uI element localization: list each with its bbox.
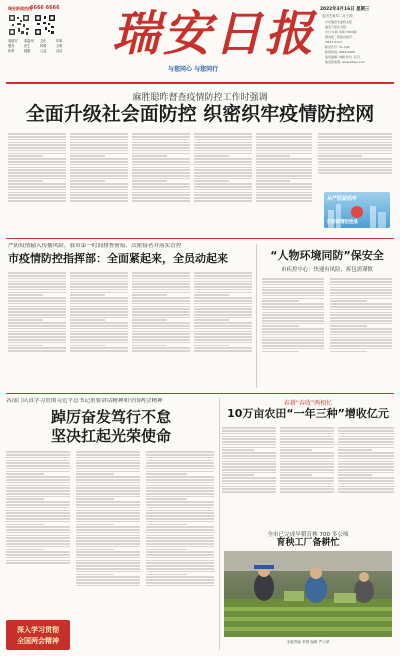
grid-item[interactable]: 看温州	[24, 39, 34, 43]
article-2-body-col	[70, 271, 128, 387]
qr-code-icon[interactable]	[8, 14, 30, 36]
section-divider	[6, 393, 394, 394]
left-grid	[8, 39, 70, 53]
article-3	[260, 241, 394, 391]
issue-line: 值班编辑: 林晓 校对: 张丹	[325, 55, 360, 59]
issue-line: 新闻热线: 6666 6666	[325, 50, 356, 54]
masthead-lunar: 农历壬寅年二月十四	[322, 14, 353, 18]
grid-item[interactable]: 文明	[56, 44, 63, 48]
sidebar-promo[interactable]	[324, 192, 390, 228]
masthead-left	[8, 6, 72, 78]
left-phone: 6666 6666	[30, 5, 60, 11]
article-1-body-col	[256, 132, 312, 232]
article-3-subtitle: 市疾控中心：快递有风险，拆包需谨慎	[281, 267, 373, 273]
grid-item[interactable]: 健康	[24, 49, 31, 53]
article-1-subtitle: 麻胜聪昨督查疫情防控工作时强调	[132, 93, 268, 103]
qr-code-icon-2[interactable]	[34, 14, 56, 36]
vertical-divider	[256, 244, 257, 388]
article-3-body-col	[330, 277, 392, 387]
article-1-body-col	[318, 132, 392, 192]
article-1-body-col	[70, 132, 128, 232]
masthead-divider	[6, 82, 394, 84]
grid-item[interactable]: 民生	[24, 44, 31, 48]
study-badge[interactable]	[6, 620, 70, 650]
masthead-date: 2022年3月16日 星期三	[320, 7, 370, 12]
grid-item[interactable]: 时事	[56, 39, 63, 43]
grid-item[interactable]: 看瑞安	[8, 39, 18, 43]
seedling-photo[interactable]	[224, 551, 392, 637]
article-1	[6, 88, 394, 236]
article-5-title: 10万亩农田“一年三种”增收亿元	[227, 407, 389, 420]
issue-line: 今日 8 版 本期 7000期	[325, 30, 357, 34]
left-badge: 瑞安新闻热线	[8, 6, 32, 11]
issue-line: 瑞安日报社出版	[325, 25, 347, 29]
masthead-title: 瑞安日报	[112, 6, 317, 62]
sidebar-sub: 打好疫情防控战	[327, 220, 358, 225]
issue-line: CN33-0123	[325, 40, 342, 44]
article-2-subtitle: 严防疫情输入传播风险，我市第一时间排查密接、次密接者并落实管控	[8, 243, 182, 249]
article-3-title: “人物环境同防”保安全	[270, 249, 384, 262]
grid-item[interactable]: 服务	[8, 44, 15, 48]
article-2-body-col	[8, 271, 66, 387]
nursery-scene-icon	[224, 551, 392, 637]
article-4-title-line1: 踔厉奋发笃行不怠	[50, 408, 171, 426]
issue-line: 中共瑞安市委机关报	[325, 20, 353, 24]
grid-item[interactable]: 文化	[40, 39, 47, 43]
article-4-body-col	[146, 450, 214, 648]
photo-caption-top: 全市已完成早稻育秧 700 多公顷	[267, 532, 349, 538]
masthead	[0, 0, 400, 82]
grid-item[interactable]: 科教	[40, 44, 47, 48]
article-5	[222, 396, 394, 526]
article-5-body-col	[338, 426, 394, 522]
article-1-body-col	[194, 132, 252, 232]
article-4-body-col	[76, 450, 140, 648]
article-2-title: 市疫情防控指挥部：全面紧起来，全员动起来	[8, 252, 228, 265]
article-5-kicker: 春耕“春收”两相忙	[283, 400, 333, 407]
article-2-body-col	[132, 271, 190, 387]
grid-item[interactable]: 体育	[8, 49, 15, 53]
photo-block	[222, 530, 394, 652]
issue-line: 邮发代号: 31-109	[325, 45, 350, 49]
grid-item[interactable]: 公益	[40, 49, 47, 53]
grid-item[interactable]: 活动	[56, 49, 63, 53]
badge-line2: 全国两会精神	[17, 637, 59, 645]
sidebar-label: 从严抓紧抓牢	[327, 196, 358, 202]
issue-line: 国内统一连续出版号	[325, 35, 353, 39]
article-5-body-col	[280, 426, 334, 522]
article-2-body-col	[194, 271, 252, 387]
masthead-slogan: 与您同心 与您同行	[168, 66, 219, 73]
article-4-title-line2: 坚决扛起光荣使命	[50, 427, 171, 445]
article-4-body-col	[6, 450, 70, 616]
vertical-divider	[219, 398, 220, 650]
issue-line: 瑞安新闻网: www.66wz.com	[325, 60, 366, 64]
photo-credit: 本版责编 李群 编辑 严小蒙	[286, 640, 330, 644]
issue-info	[325, 20, 395, 65]
article-2	[6, 241, 254, 391]
photo-caption-title: 育秧工厂备耕忙	[276, 538, 340, 548]
article-5-body-col	[222, 426, 276, 522]
section-divider	[6, 238, 394, 239]
article-3-body-col	[262, 277, 324, 387]
badge-line1: 深入学习贯彻	[17, 626, 59, 634]
article-1-title: 全面升级社会面防控 织密织牢疫情防控网	[25, 103, 375, 125]
article-1-body-col	[8, 132, 66, 232]
article-4-subtitle: 各部门认真学习贯彻习近平总书记重要讲话精神和全国两会精神	[6, 398, 163, 404]
article-1-body-col	[132, 132, 190, 232]
article-4	[6, 396, 216, 652]
